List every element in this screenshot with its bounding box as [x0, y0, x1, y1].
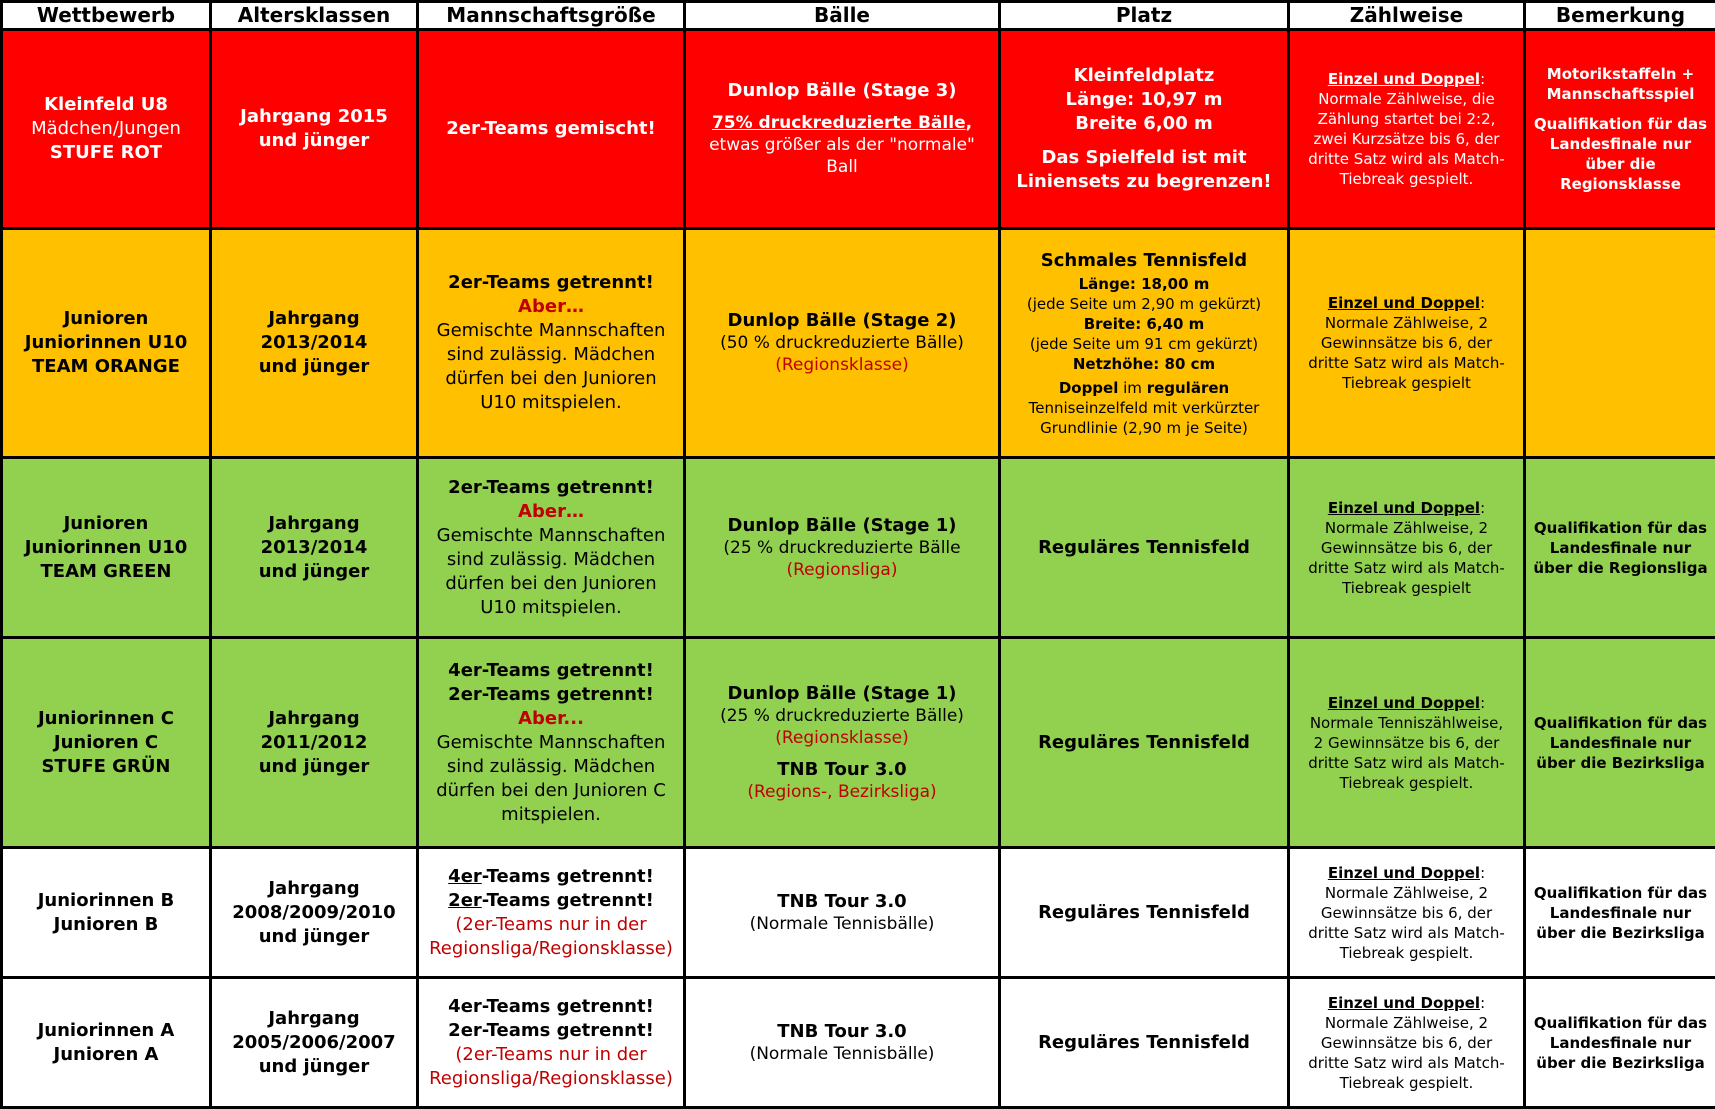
- cell-baelle: Dunlop Bälle (Stage 1) (25 % druckreduzierte Bälle) (Regionsklasse) TNB Tour 3.0 (Regions-, Bezirksliga): [685, 638, 1000, 848]
- cell-zaehlweise: Einzel und Doppel: Normale Tenniszählweise, 2 Gewinnsätze bis 6, der dritte Satz wird als Match- Tiebreak gespielt.: [1289, 638, 1525, 848]
- cell-platz: Schmales Tennisfeld Länge: 18,00 m (jede Seite um 2,90 m gekürzt) Breite: 6,40 m (jede Seite um 91 cm gekürzt) Netzhöhe: 80 cm Doppel im regulären Tenniseinzelfeld mit verkürzter Grundlinie (2,90 m je Seite): [1000, 229, 1289, 458]
- table-row: [2, 848, 1715, 978]
- table-row: [2, 458, 1715, 638]
- cell-bemerkung: Motorikstaffeln + Mannschaftsspiel Qualifikation für das Landesfinale nur über die Regionsklasse: [1525, 30, 1715, 229]
- header-platz: Platz: [1000, 2, 1289, 30]
- header-mannschaftsgroesse: Mannschaftsgröße: [418, 2, 685, 30]
- cell-baelle: TNB Tour 3.0 (Normale Tennisbälle): [685, 978, 1000, 1108]
- cell-wettbewerb: Junioren Juniorinnen U10 TEAM ORANGE: [2, 229, 211, 458]
- cell-platz: Reguläres Tennisfeld: [1000, 848, 1289, 978]
- cell-platz: Reguläres Tennisfeld: [1000, 458, 1289, 638]
- table-row: [2, 30, 1715, 229]
- cell-baelle: Dunlop Bälle (Stage 3) 75% druckreduzierte Bälle, etwas größer als der "normale" Ball: [685, 30, 1000, 229]
- cell-bemerkung: [1525, 229, 1715, 458]
- cell-platz: Reguläres Tennisfeld: [1000, 638, 1289, 848]
- cell-bemerkung: Qualifikation für das Landesfinale nur über die Regionsliga: [1525, 458, 1715, 638]
- cell-mannschaft: 4er-Teams getrennt! 2er-Teams getrennt! Aber... Gemischte Mannschaften sind zulässig. Mädchen dürfen bei den Junioren C mitspielen.: [418, 638, 685, 848]
- table-row: [2, 978, 1715, 1108]
- cell-altersklassen: Jahrgang 2011/2012 und jünger: [211, 638, 418, 848]
- cell-zaehlweise: Einzel und Doppel: Normale Zählweise, 2 Gewinnsätze bis 6, der dritte Satz wird als Match- Tiebreak gespielt.: [1289, 978, 1525, 1108]
- cell-altersklassen: Jahrgang 2013/2014 und jünger: [211, 458, 418, 638]
- cell-mannschaft: 4er-Teams getrennt! 2er-Teams getrennt! (2er-Teams nur in der Regionsliga/Regionsklasse): [418, 978, 685, 1108]
- cell-wettbewerb: Junioren Juniorinnen U10 TEAM GREEN: [2, 458, 211, 638]
- cell-platz: Reguläres Tennisfeld: [1000, 978, 1289, 1108]
- cell-zaehlweise: Einzel und Doppel: Normale Zählweise, die Zählung startet bei 2:2, zwei Kurzsätze bis 6, der dritte Satz wird als Match- Tiebreak gespielt.: [1289, 30, 1525, 229]
- header-bemerkung: Bemerkung: [1525, 2, 1715, 30]
- cell-wettbewerb: Juniorinnen C Junioren C STUFE GRÜN: [2, 638, 211, 848]
- cell-altersklassen: Jahrgang 2008/2009/2010 und jünger: [211, 848, 418, 978]
- cell-bemerkung: Qualifikation für das Landesfinale nur über die Bezirksliga: [1525, 978, 1715, 1108]
- cell-altersklassen: Jahrgang 2005/2006/2007 und jünger: [211, 978, 418, 1108]
- cell-platz: Kleinfeldplatz Länge: 10,97 m Breite 6,00 m Das Spielfeld ist mit Liniensets zu begrenzen!: [1000, 30, 1289, 229]
- cell-wettbewerb: Juniorinnen B Junioren B: [2, 848, 211, 978]
- header-wettbewerb: Wettbewerb: [2, 2, 211, 30]
- cell-baelle: Dunlop Bälle (Stage 2) (50 % druckreduzierte Bälle) (Regionsklasse): [685, 229, 1000, 458]
- cell-zaehlweise: Einzel und Doppel: Normale Zählweise, 2 Gewinnsätze bis 6, der dritte Satz wird als Match- Tiebreak gespielt.: [1289, 848, 1525, 978]
- cell-bemerkung: Qualifikation für das Landesfinale nur über die Bezirksliga: [1525, 848, 1715, 978]
- cell-altersklassen: Jahrgang 2013/2014 und jünger: [211, 229, 418, 458]
- cell-wettbewerb: Juniorinnen A Junioren A: [2, 978, 211, 1108]
- cell-baelle: Dunlop Bälle (Stage 1) (25 % druckreduzierte Bälle (Regionsliga): [685, 458, 1000, 638]
- table-row: [2, 638, 1715, 848]
- header-baelle: Bälle: [685, 2, 1000, 30]
- header-row: [2, 2, 1715, 30]
- cell-zaehlweise: Einzel und Doppel: Normale Zählweise, 2 Gewinnsätze bis 6, der dritte Satz wird als Match- Tiebreak gespielt: [1289, 229, 1525, 458]
- cell-mannschaft: 2er-Teams gemischt!: [418, 30, 685, 229]
- cell-altersklassen: Jahrgang 2015 und jünger: [211, 30, 418, 229]
- cell-zaehlweise: Einzel und Doppel: Normale Zählweise, 2 Gewinnsätze bis 6, der dritte Satz wird als Match- Tiebreak gespielt: [1289, 458, 1525, 638]
- table-row: [2, 229, 1715, 458]
- cell-wettbewerb: Kleinfeld U8 Mädchen/Jungen STUFE ROT: [2, 30, 211, 229]
- header-altersklassen: Altersklassen: [211, 2, 418, 30]
- cell-mannschaft: 2er-Teams getrennt! Aber… Gemischte Mannschaften sind zulässig. Mädchen dürfen bei den Junioren U10 mitspielen.: [418, 229, 685, 458]
- header-zaehlweise: Zählweise: [1289, 2, 1525, 30]
- cell-mannschaft: 4er-Teams getrennt! 2er-Teams getrennt! (2er-Teams nur in der Regionsliga/Regionsklasse): [418, 848, 685, 978]
- cell-baelle: TNB Tour 3.0 (Normale Tennisbälle): [685, 848, 1000, 978]
- cell-bemerkung: Qualifikation für das Landesfinale nur über die Bezirksliga: [1525, 638, 1715, 848]
- cell-mannschaft: 2er-Teams getrennt! Aber… Gemischte Mannschaften sind zulässig. Mädchen dürfen bei den Junioren U10 mitspielen.: [418, 458, 685, 638]
